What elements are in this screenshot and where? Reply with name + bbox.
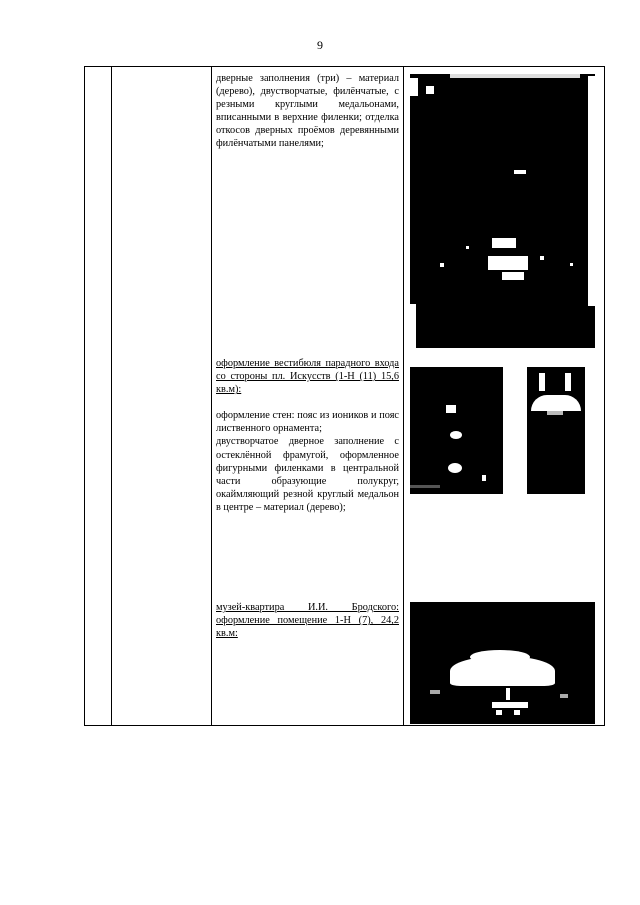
vestibule-walls-text: оформление стен: пояс из иоников и пояс лиственного орнамента; <box>216 410 399 435</box>
door-photo <box>410 68 595 348</box>
vestibule-heading: оформление вестибюля парадного входа со стороны пл. Искусств (1-Н (11) 15,6 кв.м): <box>216 358 399 396</box>
vestibule-description <box>216 357 399 514</box>
museum-apartment-description <box>216 601 399 640</box>
page-number: 9 <box>317 38 323 52</box>
vestibule-wall-photo <box>410 367 503 494</box>
vestibule-door-text: двустворчатое дверное заполнение с остеклённой фрамугой, оформленное фигурными филенками в центральной части образующие полукруг, окаймляющий резной круглый медальон в центре – материал (дерево); <box>216 436 399 513</box>
museum-room-photo <box>410 602 595 724</box>
column-divider-2 <box>211 67 212 725</box>
column-divider-3 <box>403 67 404 725</box>
door-fillings-text: дверные заполнения (три) – материал (дерево), двустворчатые, филёнчатые, с резными круглыми медальонами, вписанными в верхние филенки; отделка откосов дверных проёмов деревянными филёнчатыми панелями; <box>216 73 399 150</box>
door-fillings-description <box>216 72 399 151</box>
museum-apartment-heading: музей-квартира И.И. Бродского: оформление помещение 1-Н (7), 24,2 кв.м: <box>216 602 399 640</box>
column-divider-1 <box>111 67 112 725</box>
vestibule-door-photo <box>517 367 595 494</box>
